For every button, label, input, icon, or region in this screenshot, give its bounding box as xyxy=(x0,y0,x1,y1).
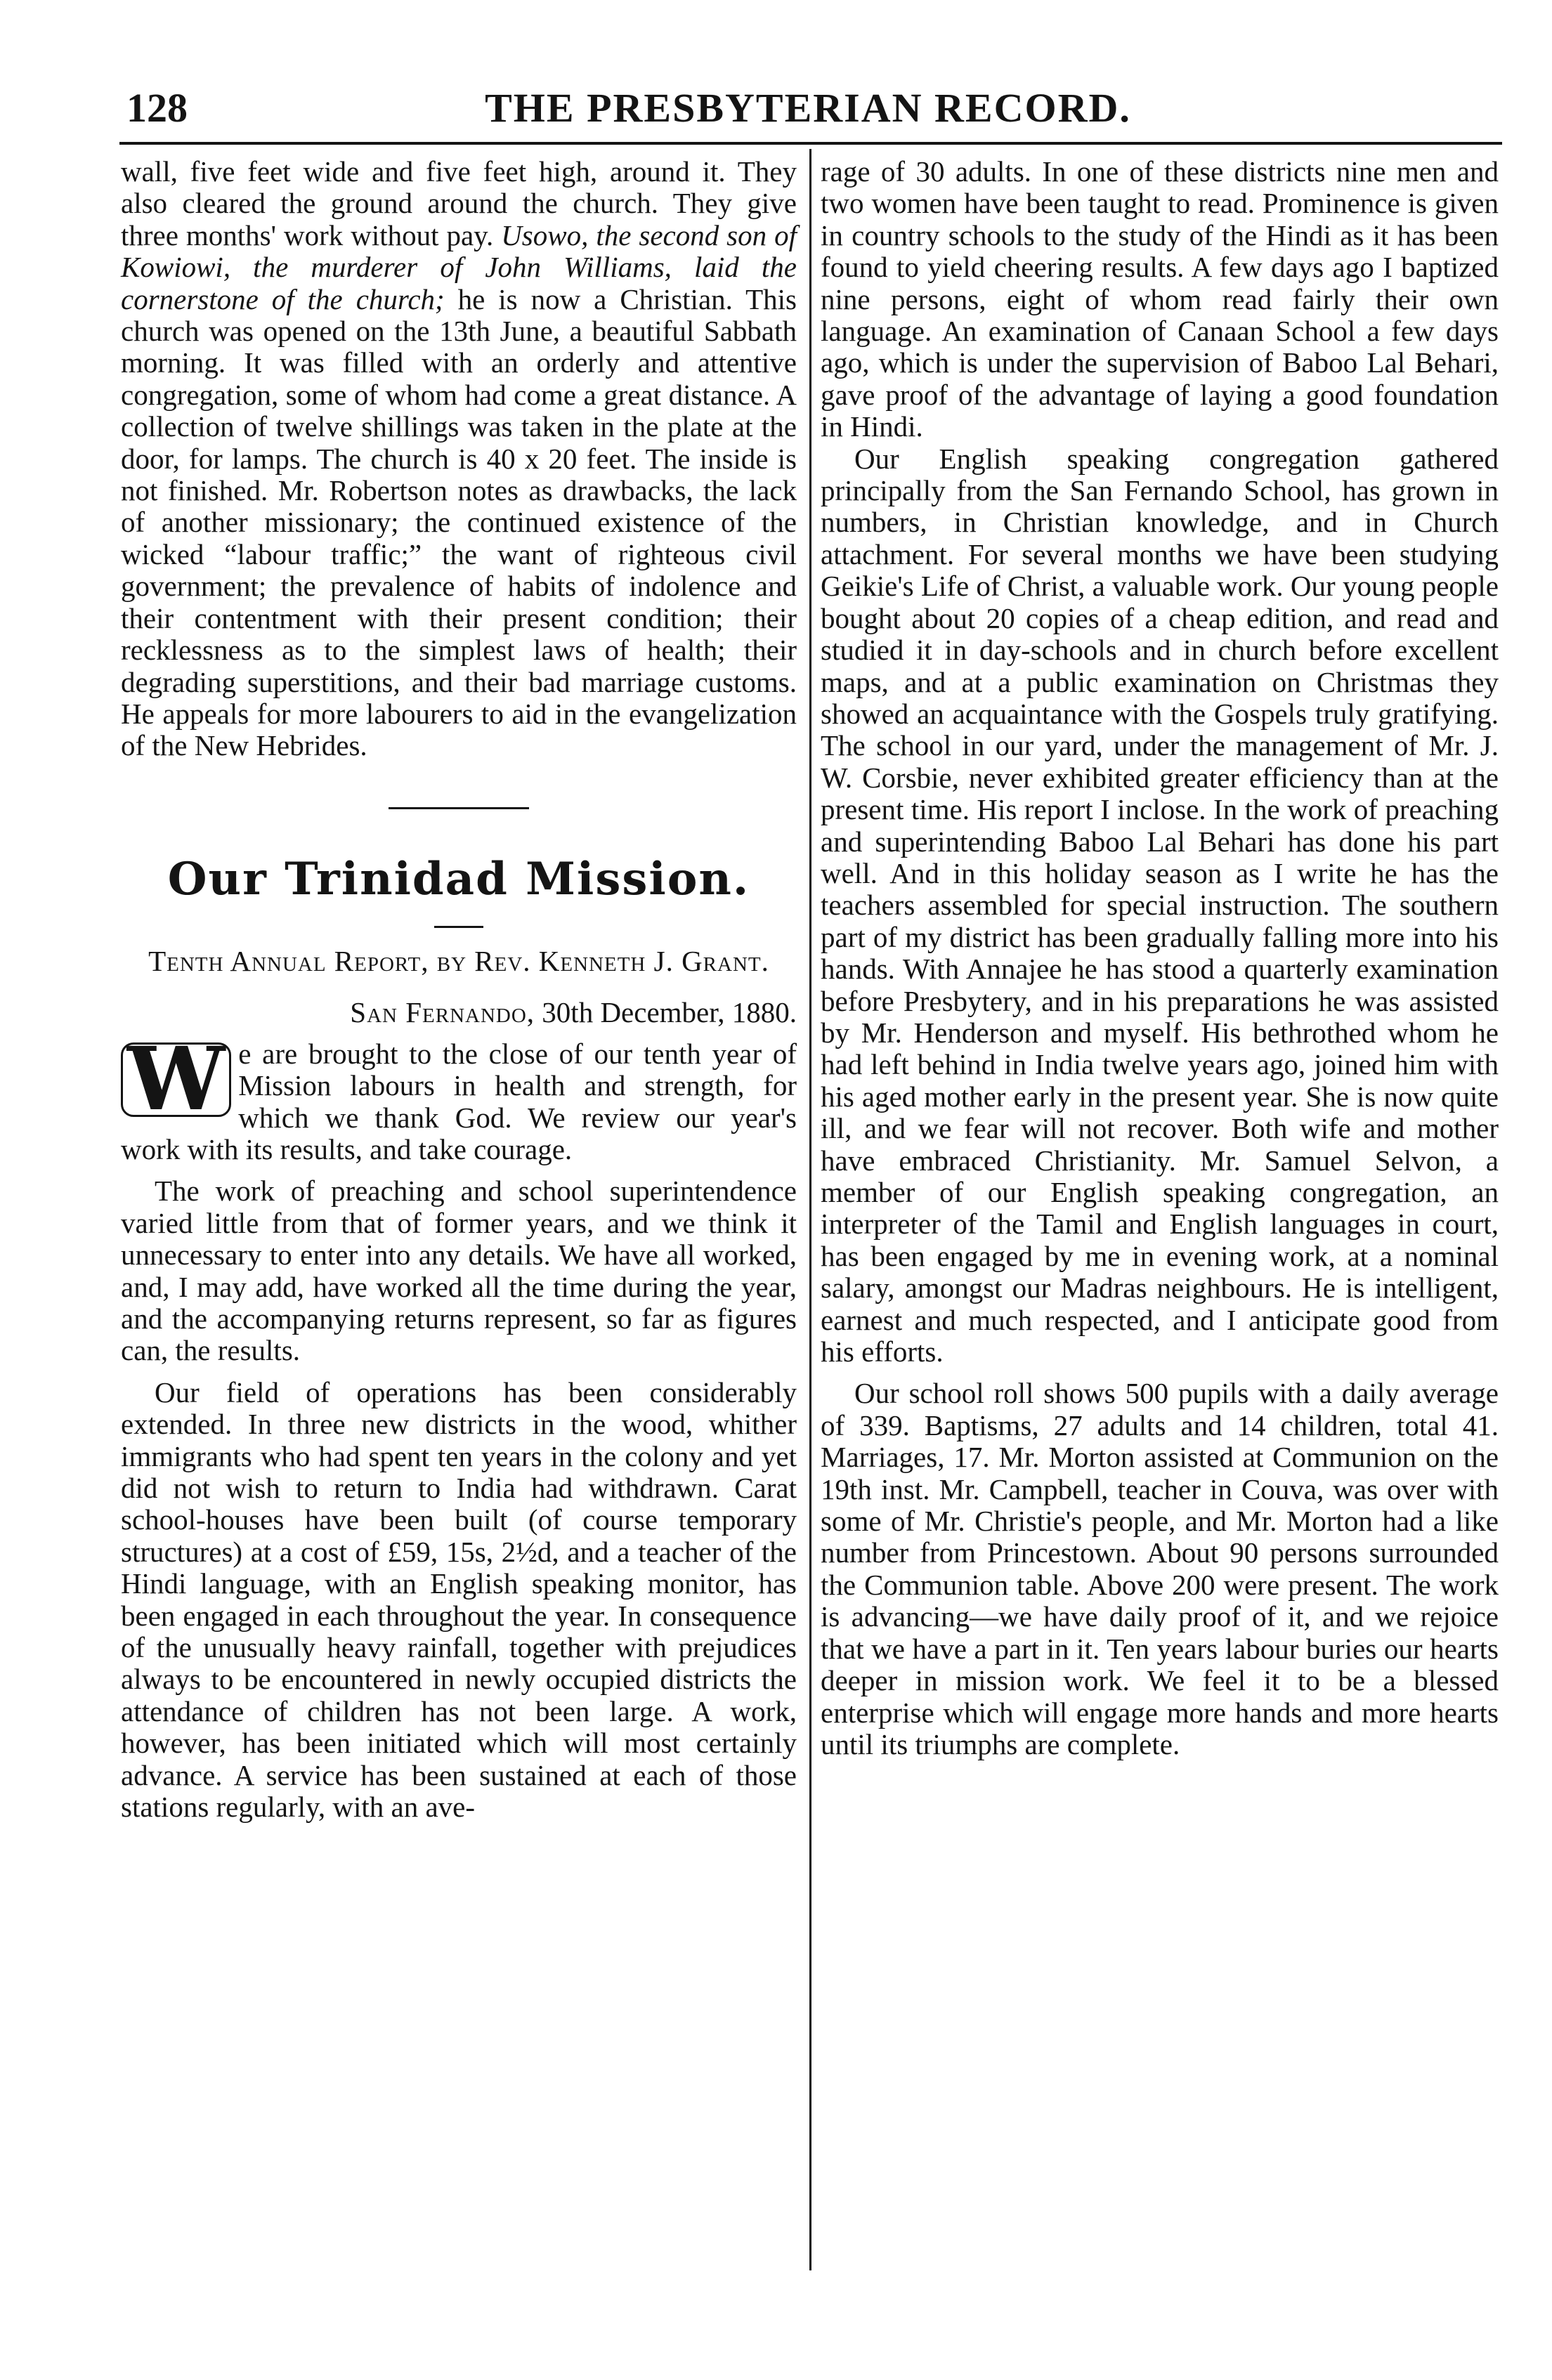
intro-paragraph xyxy=(121,156,797,762)
dateline-place: San Fernando, xyxy=(350,995,535,1028)
dateline-date: 30th December, 1880. xyxy=(535,995,797,1028)
intro-text-italic: Usowo, the second son of Kowiowi, the murderer of John Williams, laid the cornerstone of the church; xyxy=(121,218,797,315)
opening-paragraph-text: e are brought to the close of our tenth year of Mission labours in health and strength, for which we thank God. We review our year's work with its results, and take courage. xyxy=(121,1037,797,1165)
body-paragraph: Our field of operations has been considerably extended. In three new districts in the wood, whither immigrants who had spent ten years in the colony and yet did not wish to return to India had withdrawn. Carat school-houses have been built (of course temporary structures) at a cost of £59, 15s, 2½d, and a teacher of the Hindi language, with an English speaking monitor, has been engaged in each throughout the year. In consequence of the unusually heavy rainfall, together with prejudices always to be encountered in newly occupied districts the attendance of children has not been large. A work, however, has been initiated which will most certainly advance. A service has been sustained at each of those stations regularly, with an ave- xyxy=(121,1375,797,1824)
title-rule xyxy=(434,926,483,928)
page-header xyxy=(112,77,1504,140)
running-title: THE PRESBYTERIAN RECORD. xyxy=(485,85,1131,131)
column-rule xyxy=(809,149,811,2270)
body-paragraph: Our English speaking congregation gathered principally from the San Fernando School, has grown in numbers, in Christian knowledge, and in Church attachment. For several months we have been studying Geikie's Life of Christ, a valuable work. Our young people bought about 20 copies of a cheap edition, and read and studied it in day-schools and in church before excellent maps, and at a public examination on Christmas they showed an acquaintance with the Gospels truly gratifying. The school in our yard, under the management of Mr. J. W. Corsbie, never exhibited greater efficiency than at the present time. His report I inclose. In the work of preaching and superintending Baboo Lal Behari has done his part well. And in this holiday season as I write he has the teachers assembled for special instruction. The southern part of my district has been gradually falling more into his hands. With Annajee he has stood a quarterly examination before Presbytery, and in his preparations he was assisted by Mr. Henderson and myself. His bethrothed whom he had left behind in India twelve years ago, joined him with his aged mother early in the present year. She is now quite ill, and we fear will not recover. Both wife and mother have embraced Christianity. Mr. Samuel Selvon, a member of our English speaking congregation, an interpreter of the Tamil and English languages in court, has been engaged by me in evening work, at a nominal salary, amongst our Madras neighbours. He is intelligent, earnest and much respected, and I anticipate good from his efforts. xyxy=(821,442,1499,1368)
opening-paragraph xyxy=(121,1028,797,1166)
body-paragraph: The work of preaching and school superintendence varied little from that of former years, and we think it unnecessary to enter into any details. We have all worked, and, I may add, have worked all the time during the year, and the accompanying returns represent, so far as figures can, the results. xyxy=(121,1175,797,1367)
dateline xyxy=(121,996,797,1028)
page-number: 128 xyxy=(126,85,188,131)
section-divider xyxy=(389,807,529,809)
section-title: Our Trinidad Mission. xyxy=(167,852,750,905)
intro-text-pre: wall, five feet wide and five feet high, around it. They also cleared the ground around the church. They give three months' work without pay. xyxy=(121,155,797,251)
left-column xyxy=(121,156,797,1823)
intro-text-post: he is now a Christian. This church was opened on the 13th June, a beautiful Sabbath morning. It was filled with an orderly and attentive congregation, some of whom had come a great distance. A collection of twelve shillings was taken in the plate at the door, for lamps. The church is 40 x 20 feet. The inside is not finished. Mr. Robertson notes as drawbacks, the lack of another missionary; the continued existence of the wicked “labour traffic;” the want of righteous civil government; the prevalence of habits of indolence and their contentment with their present condition; their recklessness as to the simplest laws of health; their degrading superstitions, and their bad marriage customs. He appeals for more labourers to aid in the evangelization of the New Hebrides. xyxy=(121,282,797,762)
right-column xyxy=(821,156,1499,1760)
drop-cap: W xyxy=(121,1042,231,1117)
header-rule xyxy=(119,142,1502,145)
byline: Tenth Annual Report, by Rev. Kenneth J. Grant. xyxy=(148,944,769,977)
body-paragraph: rage of 30 adults. In one of these districts nine men and two women have been taught to read. Prominence is given in country schools to the study of the Hindi as it has been found to yield cheering results. A few days ago I baptized nine persons, eight of whom read fairly their own language. An examination of Canaan School a few days ago, which is under the supervision of Baboo Lal Behari, gave proof of the advantage of laying a good foundation in Hindi. xyxy=(821,155,1499,443)
body-paragraph: Our school roll shows 500 pupils with a daily average of 339. Baptisms, 27 adults and 14 children, total 41. Marriages, 17. Mr. Morton assisted at Communion on the 19th inst. Mr. Campbell, teacher in Couva, was over with some of Mr. Christie's people, and Mr. Morton had a like number from Princestown. About 90 persons surrounded the Communion table. Above 200 were present. The work is advancing—we have daily proof of it, and we rejoice that we have a part in it. Ten years labour buries our hearts deeper in mission work. We feel it to be a blessed enterprise which will engage more hands and more hearts until its triumphs are complete. xyxy=(821,1377,1499,1760)
